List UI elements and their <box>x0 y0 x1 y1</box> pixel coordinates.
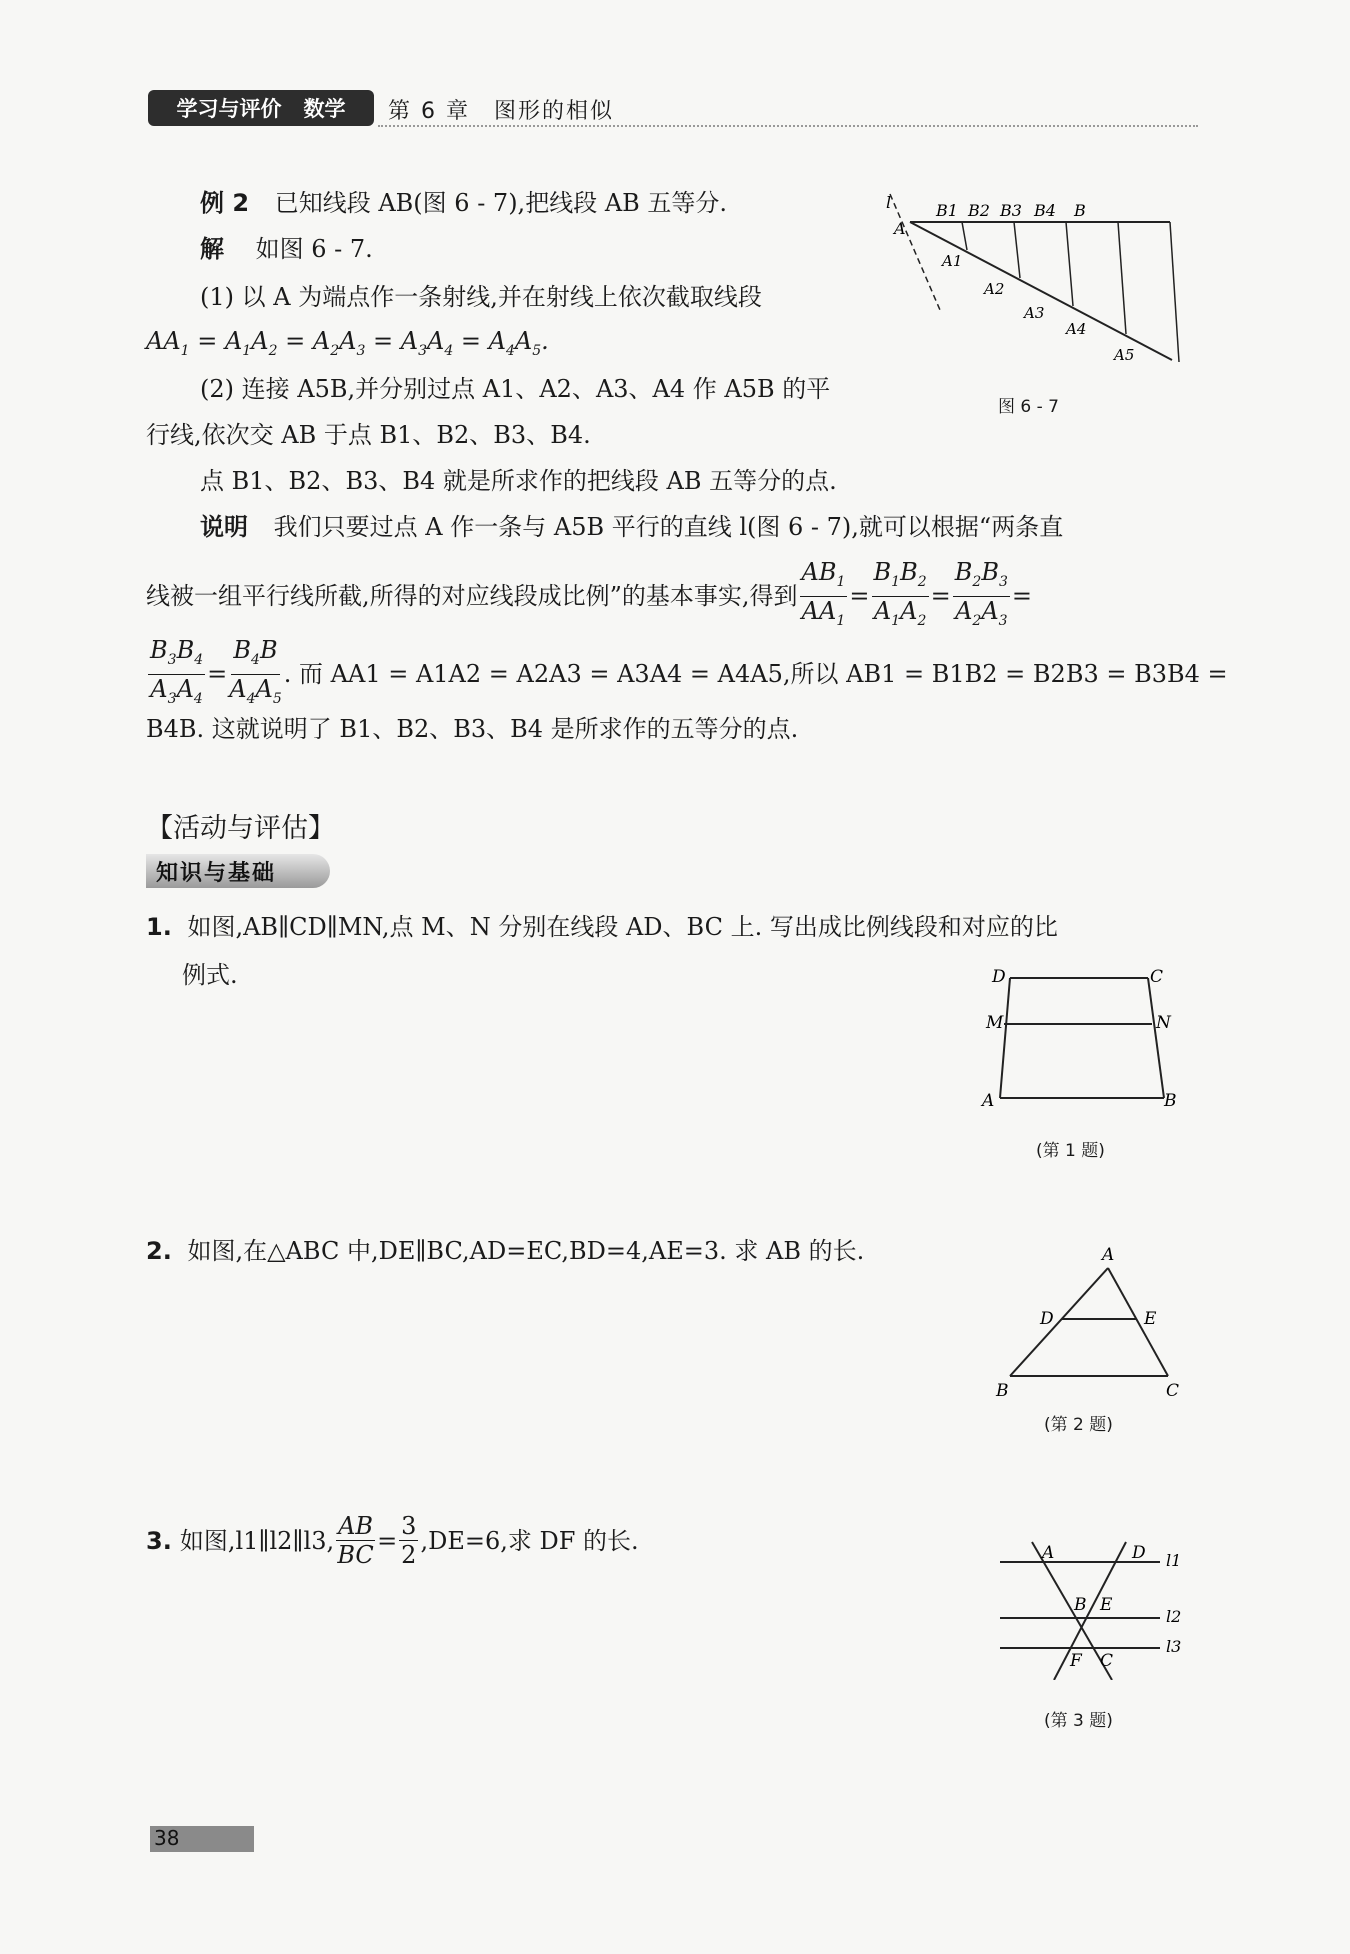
q3-label-l1: l1 <box>1166 1551 1182 1570</box>
fig67-label-b4: B4 <box>1034 201 1056 220</box>
fig67-label-l: l <box>886 193 892 212</box>
fig67-label-a4: A4 <box>1066 320 1087 338</box>
q1-label-n: N <box>1156 1013 1171 1033</box>
q1-label-b: B <box>1164 1091 1177 1110</box>
q3-text-post: ,DE=6,求 DF 的长. <box>420 1526 639 1555</box>
q3-label-b: B <box>1074 1595 1087 1615</box>
example-text: 已知线段 AB(图 6 - 7),把线段 AB 五等分. <box>274 189 728 217</box>
step1-equation: $AA_1 = A_1A_2 = A_2A_3 = A_3A_4 = A_4A_5$. <box>146 327 549 359</box>
q3-text-pre: 如图,l1∥l2∥l3, <box>179 1526 335 1555</box>
fig67-label-a2: A2 <box>984 280 1005 298</box>
header-divider <box>378 125 1198 127</box>
solution-label: 解 <box>200 235 224 263</box>
q3-label-l2: l2 <box>1166 1607 1182 1626</box>
example-statement <box>200 186 727 220</box>
step2-text: (2) 连接 A5B,并分别过点 A1、A2、A3、A4 作 A5B 的平 <box>200 375 831 403</box>
section-title: 【活动与评估】 <box>146 813 335 844</box>
note-line-3: $\frac{B_3B_4}{A_3A_4}$ = $\frac{B_4B}{A_4A_5}$ . 而 AA1 = A1A2 = A2A3 = A3A4 = A4A5,所以 AB1 = B1B2 = B2B3 = B3B4 = <box>146 636 1228 713</box>
q3-equals: = <box>377 1526 398 1555</box>
note-line-2: 线被一组平行线所截,所得的对应线段成比例”的基本事实,得到 $\frac{AB_1}{AA_1}$ = $\frac{B_1B_2}{A_1A_2}$ = $\frac{B_2B_3}{A_2A_3}$ = <box>146 558 1032 635</box>
q2-label-d: D <box>1040 1309 1054 1329</box>
q3-label-d: D <box>1132 1543 1146 1563</box>
line-l <box>890 194 940 310</box>
q2-caption: (第 2 题) <box>1044 1415 1113 1435</box>
q3-label-e: E <box>1100 1595 1113 1615</box>
question-1 <box>146 910 1058 944</box>
fig67-label-b2: B2 <box>968 201 990 220</box>
note-text: 我们只要过点 A 作一条与 A5B 平行的直线 l(图 6 - 7),就可以根据“两条直 <box>273 513 1064 541</box>
fig67-label-a3: A3 <box>1024 304 1045 322</box>
chapter-title: 第 6 章 图形的相似 <box>388 99 614 124</box>
solution-intro: 如图 6 - 7. <box>255 235 373 263</box>
q1-caption: (第 1 题) <box>1036 1141 1105 1161</box>
fig67-label-b1: B1 <box>936 201 958 220</box>
q2-label-a: A <box>1102 1245 1115 1265</box>
ratio-3: $\frac{B_2B_3}{A_2A_3}$ <box>954 558 1008 629</box>
note-line <box>200 510 1063 544</box>
q3-fraction-2 <box>399 1512 418 1569</box>
conclusion-text: 点 B1、B2、B3、B4 就是所求作的把线段 AB 五等分的点. <box>200 467 837 495</box>
series-badge <box>148 90 374 126</box>
page-number: 38 <box>150 1826 254 1852</box>
q2-label-b: B <box>996 1381 1009 1400</box>
q1-label-m: M <box>986 1013 1004 1033</box>
q2-label-e: E <box>1144 1309 1157 1329</box>
ratio-5: $\frac{B_4B}{A_4A_5}$ <box>229 636 282 707</box>
q3-fraction-1 <box>336 1512 375 1569</box>
q2-text: 如图,在△ABC 中,DE∥BC,AD=EC,BD=4,AE=3. 求 AB 的长. <box>187 1237 865 1265</box>
q3-label-c: C <box>1100 1651 1114 1671</box>
fig67-label-a: A <box>894 219 906 238</box>
figure-q3 <box>990 1530 1190 1680</box>
q2-label-c: C <box>1166 1381 1180 1400</box>
ratio-1: $\frac{AB_1}{AA_1}$ <box>801 558 846 629</box>
figure-6-7-caption: 图 6 - 7 <box>998 397 1059 417</box>
solution-line <box>200 232 373 266</box>
note-text-2: 线被一组平行线所截,所得的对应线段成比例”的基本事实,得到 <box>146 582 798 611</box>
step1-text: (1) 以 A 为端点作一条射线,并在射线上依次截取线段 <box>200 283 762 311</box>
q3-number: 3. <box>146 1526 172 1555</box>
step2-text-cont: 行线,依次交 AB 于点 B1、B2、B3、B4. <box>146 421 591 449</box>
note-label: 说明 <box>200 513 248 541</box>
figure-q2 <box>990 1240 1190 1400</box>
fig67-label-b3: B3 <box>1000 201 1022 220</box>
q1-label-c: C <box>1150 967 1164 987</box>
q1-number: 1. <box>146 913 172 941</box>
ratio-2: $\frac{B_1B_2}{A_1A_2}$ <box>873 558 927 629</box>
fig67-label-a5: A5 <box>1114 346 1135 364</box>
note-text-3: . 而 AA1 = A1A2 = A2A3 = A3A4 = A4A5,所以 AB1 = B1B2 = B2B3 = B3B4 = <box>283 660 1228 689</box>
fig67-label-a1: A1 <box>942 252 963 270</box>
q3-frac2-den: 2 <box>401 1541 417 1569</box>
q3-label-a: A <box>1042 1543 1055 1563</box>
q1-label-a: A <box>982 1091 995 1110</box>
q3-frac-den: BC <box>337 1541 374 1569</box>
fig67-label-b: B <box>1074 201 1086 220</box>
q3-frac-num: AB <box>338 1512 374 1540</box>
q2-number: 2. <box>146 1237 172 1265</box>
q3-frac2-num: 3 <box>401 1512 417 1540</box>
q1-text: 如图,AB∥CD∥MN,点 M、N 分别在线段 AD、BC 上. 写出成比例线段和对应的比 <box>187 913 1058 941</box>
question-3 <box>146 1512 639 1569</box>
question-2 <box>146 1234 864 1268</box>
figure-6-7 <box>880 190 1180 370</box>
q1-label-d: D <box>992 967 1006 987</box>
q3-label-f: F <box>1070 1651 1082 1671</box>
q3-label-l3: l3 <box>1166 1637 1182 1656</box>
example-label: 例 2 <box>200 189 250 217</box>
q1-text-cont: 例式. <box>182 961 238 989</box>
series-title: 学习与评价 <box>176 97 282 121</box>
knowledge-tag: 知识与基础 <box>146 854 330 888</box>
ray-a <box>910 222 1172 360</box>
note-text-4: B4B. 这就说明了 B1、B2、B3、B4 是所求作的五等分的点. <box>146 715 799 743</box>
q3-caption: (第 3 题) <box>1044 1711 1113 1731</box>
subject-title: 数学 <box>303 97 346 121</box>
figure-q1 <box>980 960 1180 1110</box>
ratio-4: $\frac{B_3B_4}{A_3A_4}$ <box>150 636 204 707</box>
